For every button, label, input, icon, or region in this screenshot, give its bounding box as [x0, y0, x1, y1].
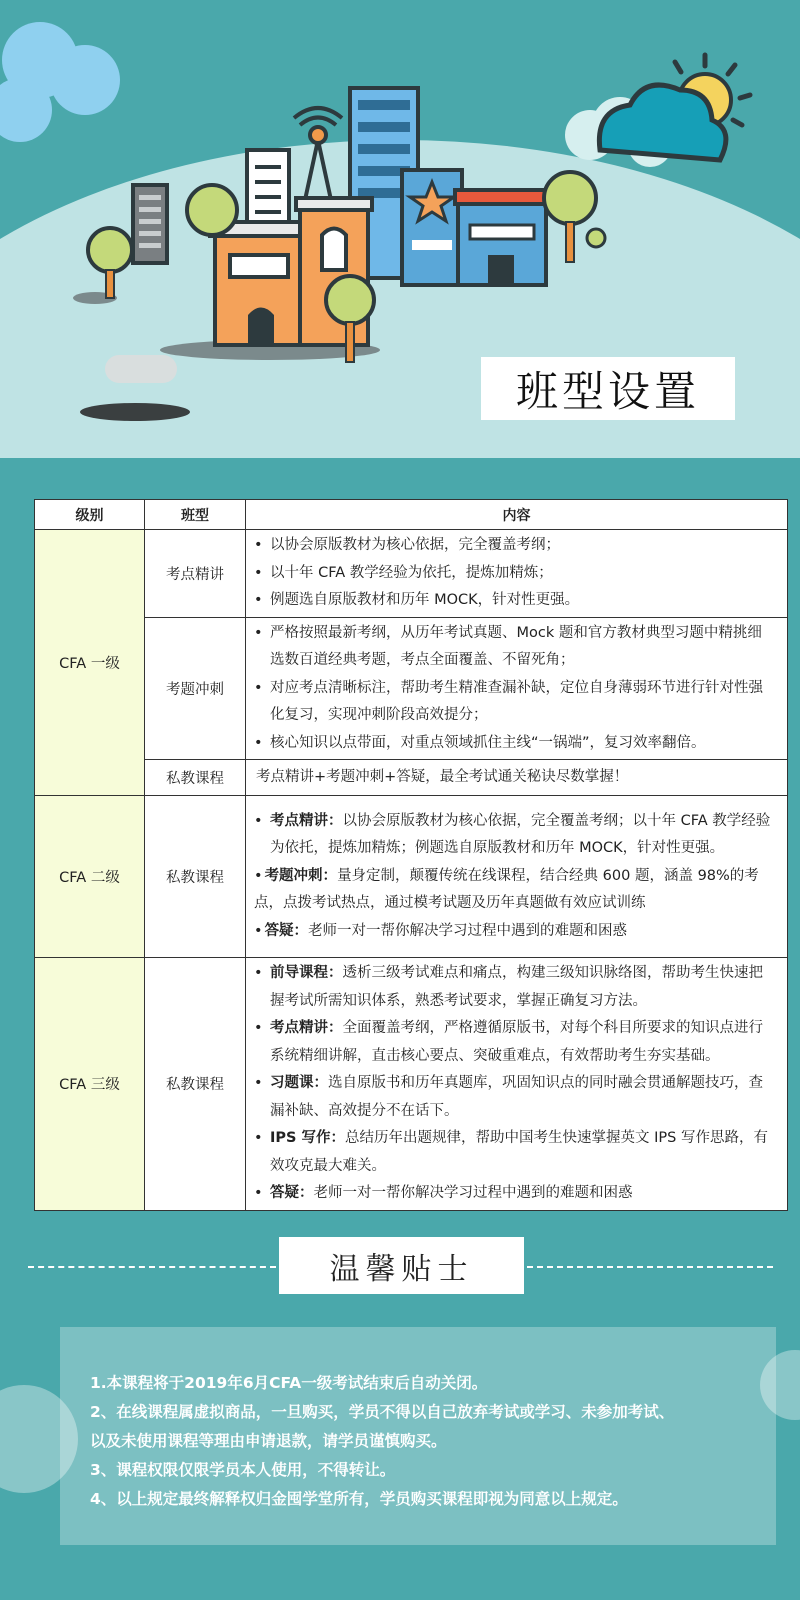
class-table	[34, 499, 788, 1211]
content-text: 考点精讲+考题冲刺+答疑，最全考试通关秘诀尽数掌握！	[256, 769, 629, 785]
table-row	[35, 760, 788, 796]
item-text: 老师一对一帮你解决学习过程中遇到的难题和困惑	[313, 1185, 633, 1201]
item-text: 总结历年出题规律，帮助中国考生快速掌握英文 IPS 写作思路，有效攻克最大难关。	[270, 1130, 768, 1174]
list-item: • 例题选自原版教材和历年 MOCK，针对性更强。	[254, 587, 775, 615]
class-table-container	[34, 499, 788, 1211]
cloud-left-icon	[0, 22, 120, 142]
content-cell	[246, 530, 788, 618]
grey-tower-icon	[133, 185, 167, 263]
tip-line: 1.本课程将于2019年6月CFA一级考试结束后自动关闭。	[90, 1374, 488, 1392]
type-cell: 私教课程	[145, 760, 246, 796]
item-label: 考点精讲：	[270, 1020, 343, 1036]
item-label: 习题课：	[270, 1075, 328, 1091]
page-title: 班型设置	[481, 357, 735, 420]
item-text: 以协会原版教材为核心依据，完全覆盖考纲；以十年 CFA 教学经验为依托，提炼加精炼；例题选自原版教材和历年 MOCK，针对性更强。	[270, 812, 771, 857]
header-level: 级别	[35, 500, 145, 530]
item-label: 答疑：	[264, 922, 309, 939]
table-row	[35, 530, 788, 618]
type-cell: 考题冲刺	[145, 617, 246, 760]
tips-title: 温馨贴士	[279, 1237, 524, 1294]
content-cell	[246, 760, 788, 796]
item-label: IPS 写作：	[270, 1130, 346, 1146]
list-item: • 严格按照最新考纲，从历年考试真题、Mock 题和官方教材典型习题中精挑细选数百道经典考题，考点全面覆盖、不留死角；	[254, 620, 775, 675]
header-type: 班型	[145, 500, 246, 530]
tip-line: 以及未使用课程等理由申请退款，请学员谨慎购买。	[90, 1432, 447, 1450]
item-text: 透析三级考试难点和痛点，构建三级知识脉络图，帮助考生快速把握考试所需知识体系，熟悉考试要求，掌握正确复习方法。	[270, 965, 763, 1009]
table-row	[35, 958, 788, 1211]
content-cell	[246, 796, 788, 958]
item-text: 老师一对一帮你解决学习过程中遇到的难题和困惑	[308, 922, 628, 939]
item-text: 选自原版书和历年真题库，巩固知识点的同时融会贯通解题技巧，查漏补缺、高效提分不在话下。	[270, 1075, 763, 1119]
content-cell	[246, 958, 788, 1211]
type-cell: 私教课程	[145, 796, 246, 958]
list-item	[254, 1015, 775, 1070]
item-label: 前导课程：	[270, 965, 343, 981]
list-item	[254, 863, 775, 918]
pill-shape	[105, 355, 177, 383]
list-item: • 核心知识以点带面，对重点领域抓住主线“一锅端”，复习效率翻倍。	[254, 730, 775, 758]
tips-box	[60, 1327, 776, 1545]
list-item: • 以协会原版教材为核心依据，完全覆盖考纲；	[254, 532, 775, 560]
item-label: 考题冲刺：	[264, 867, 338, 884]
tip-line: 3、课程权限仅限学员本人使用，不得转让。	[90, 1461, 396, 1479]
list-item: • 以十年 CFA 教学经验为依托，提炼加精炼；	[254, 560, 775, 588]
table-row	[35, 617, 788, 760]
list-item	[254, 1180, 775, 1208]
content-cell	[246, 617, 788, 760]
type-cell: 考点精讲	[145, 530, 246, 618]
divider-right	[527, 1266, 773, 1268]
list-item	[254, 918, 775, 946]
table-header-row	[35, 500, 788, 530]
tip-line: 2、在线课程属虚拟商品，一旦购买，学员不得以自己放弃考试或学习、未参加考试、	[90, 1403, 675, 1421]
table-row	[35, 796, 788, 958]
item-label: 答疑：	[270, 1185, 314, 1201]
list-item	[254, 960, 775, 1015]
list-item	[254, 808, 775, 863]
header-content: 内容	[246, 500, 788, 530]
divider-left	[28, 1266, 276, 1268]
level-cell-2: CFA 二级	[35, 796, 145, 958]
item-text: 全面覆盖考纲，严格遵循原版书，对每个科目所要求的知识点进行系统精细讲解，直击核心要点、突破重难点，有效帮助考生夯实基础。	[270, 1020, 763, 1064]
list-item	[254, 1125, 775, 1180]
level-cell-3: CFA 三级	[35, 958, 145, 1211]
level-cell-1: CFA 一级	[35, 530, 145, 796]
shadow-shape	[80, 403, 190, 421]
type-cell: 私教课程	[145, 958, 246, 1211]
list-item: • 对应考点清晰标注，帮助考生精准查漏补缺，定位自身薄弱环节进行针对性强化复习，实现冲刺阶段高效提分；	[254, 675, 775, 730]
item-text: 量身定制，颠覆传统在线课程，结合经典 600 题，涵盖 98%的考点，点拨考试热点，通过模考试题及历年真题做有效应试训练	[254, 867, 759, 912]
sun-cloud-icon	[599, 55, 750, 160]
item-label: 考点精讲：	[270, 812, 343, 829]
tip-line: 4、以上规定最终解释权归金囤学堂所有，学员购买课程即视为同意以上规定。	[90, 1490, 628, 1508]
list-item	[254, 1070, 775, 1125]
